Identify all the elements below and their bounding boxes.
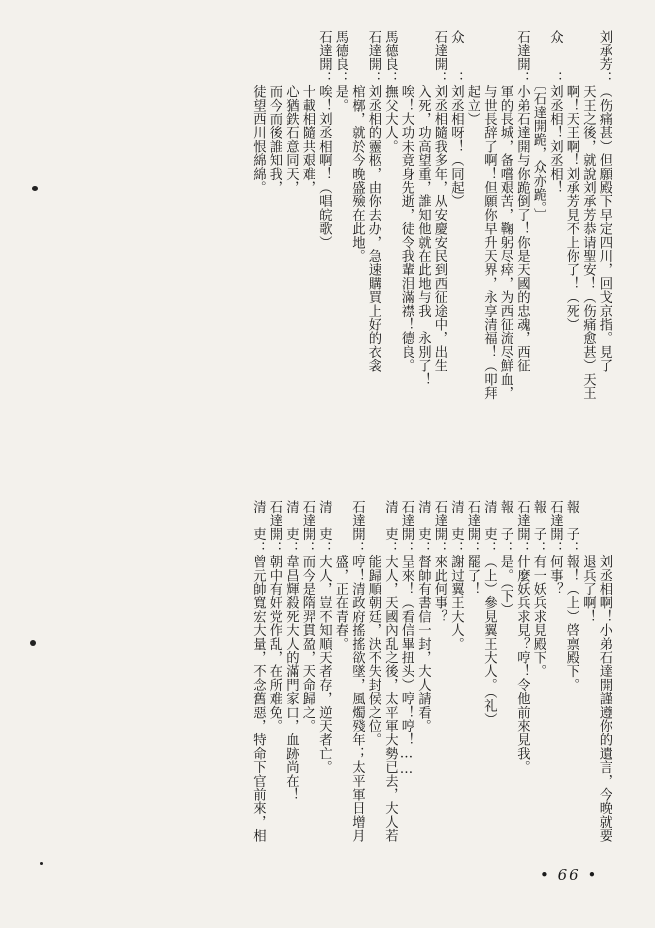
text-column: 啊！天王啊！刘承芳見不上你了！（死） xyxy=(564,30,579,332)
ink-speck xyxy=(40,862,43,865)
text-column: 众 ：刘丞相呀！（同起） xyxy=(448,30,464,209)
text-column: 石達開：哼！清政府搖搖欲墜，風燭殘年；太平軍日增月 xyxy=(349,500,365,843)
text-column: 報 子：報！（上）啓禀殿下。 xyxy=(564,500,579,692)
text-column: 清 吏：大人，豈不知順天者存，逆天者亡。 xyxy=(316,500,332,774)
text-column: 石達開：刘丞相隨我多年，从安慶安民到西征途中，出生 xyxy=(432,30,447,373)
ink-speck xyxy=(30,640,36,646)
text-column: 清 吏：曾元帥寬宏大量，不念舊惡，特命下官前來，相 xyxy=(250,500,266,843)
text-column: 石達開：來此何事？ xyxy=(432,500,447,624)
upper-text-block xyxy=(112,30,612,440)
text-column: 石達開：呈來！（看信畢扭头）哼！哼！…… xyxy=(399,500,414,778)
text-column: 唉！大功未竟身先逝，徒令我輩泪滿襟！德良。 xyxy=(399,30,414,373)
text-column: 心猶鉄石意同天， xyxy=(283,30,299,195)
text-column: 众 ：刘丞相！刘丞相！ xyxy=(547,30,563,195)
text-column: 盛，正在青春。 xyxy=(333,500,348,651)
page-number: • 66 • xyxy=(540,866,599,884)
text-column: 棺槨，就於今晚盛殮在此地。 xyxy=(349,30,365,263)
text-column: 石達開：唉！刘丞相啊！（唱皖歌） xyxy=(316,30,332,250)
text-column: 与世長辞了啊！但願你早升天界，永享清福！（叩拜 xyxy=(481,30,497,400)
text-column: 軍的長城，备嚐艰苦，鞠躬尽瘁，为西征流尽鮮血， xyxy=(498,30,513,400)
text-column: 入死，功高望重，誰知他就在此地与我 永別了！ xyxy=(415,30,431,387)
text-column: 刘丞相啊！小弟石達開謹遵你的遺言，今晚就要 xyxy=(597,500,612,843)
text-column: 刘承芳：（伤痛甚）但願殿下早定四川，回戈京指。見了 xyxy=(597,30,612,373)
text-column: 能歸順朝廷，決不失封侯之位。 xyxy=(366,500,381,747)
text-column: 〔石達開跪，众亦跪。〕 xyxy=(531,30,546,223)
text-column: 石達開：朝中有奸党作乱，在所难免。 xyxy=(267,500,282,733)
text-column: 石達開：小弟石達開与你跪倒了！你是天國的忠魂，西征 xyxy=(514,30,530,373)
text-column: 而今而後誰知我， xyxy=(267,30,282,195)
text-column: 退兵了啊！ xyxy=(580,500,596,624)
text-column: 石達開：而今是隋羿貫盈，天命歸之。 xyxy=(300,500,315,733)
text-column: 天王之後，就說刘承芳恭请聖安！（伤痛愈甚）天王 xyxy=(580,30,596,400)
text-column: 報 子：有一妖兵求見殿下。 xyxy=(531,500,546,679)
text-column: 馬德良：是。 xyxy=(333,30,348,113)
text-column: 馬德良：撫父大人。 xyxy=(382,30,398,154)
text-column: 石達開：罷了！ xyxy=(465,500,480,596)
text-column: 清 吏：督帥有書信一封，大人請看。 xyxy=(415,500,431,733)
text-column: 清 吏：謝过翼王大人。 xyxy=(448,500,464,651)
ink-speck xyxy=(32,186,38,191)
text-column: 報 子：是。（下） xyxy=(498,500,513,617)
text-column: 石達開：什麼妖兵求見？哼！令他前來見我。 xyxy=(514,500,530,774)
text-column: 徒望西川恨綿綿。 xyxy=(250,30,266,195)
text-column: 清 吏：韋昌輝殺死大人的滿門家口，血跡尚在！ xyxy=(283,500,299,802)
lower-text-block xyxy=(122,500,612,860)
text-column: 石達開：刘丞相的靈柩，由你去办，急速購買上好的衣衾 xyxy=(366,30,381,373)
text-column: 清 吏：（上）參見翼王大人。（礼） xyxy=(481,500,497,727)
text-column: 清 吏：大人，天國內乱之後，太平軍大勢已去，大人若 xyxy=(382,500,398,843)
text-column: 石達開：何事？ xyxy=(547,500,563,596)
text-column: 十載相隨共艰难， xyxy=(300,30,315,195)
text-column: 起立） xyxy=(465,30,480,126)
